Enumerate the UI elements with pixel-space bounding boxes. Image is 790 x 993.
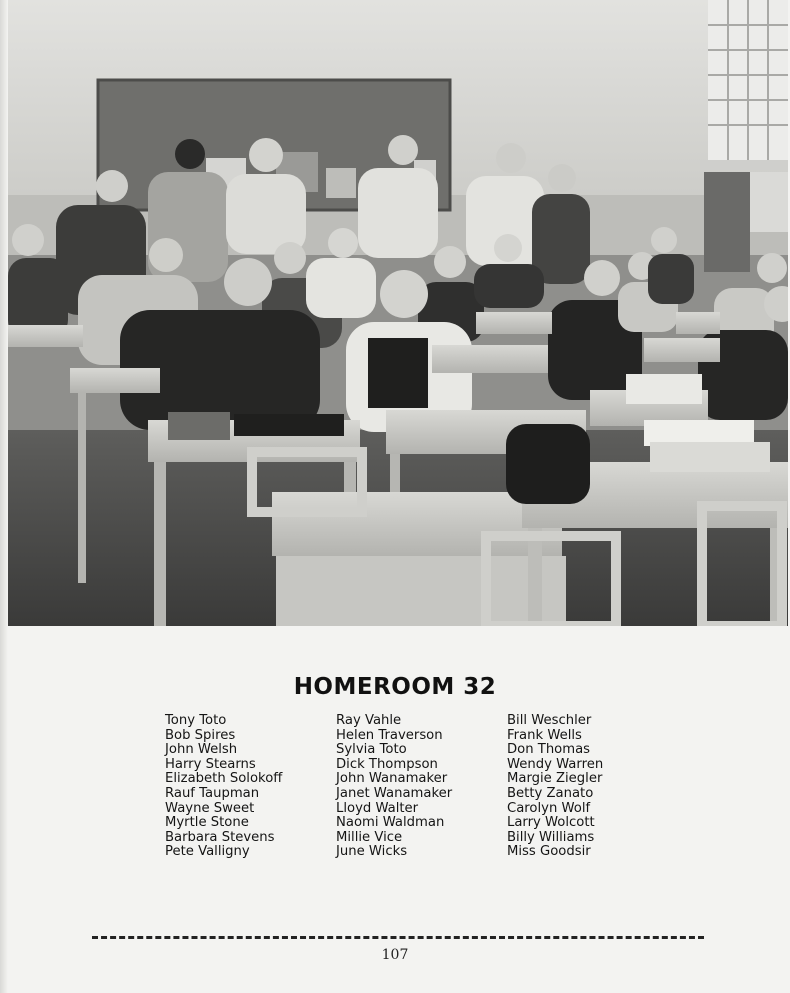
teacher-name: Miss Goodsir	[507, 844, 591, 860]
student-name: Ray Vahle	[336, 713, 402, 728]
page-edge-shadow	[0, 0, 8, 993]
student-name: Betty Zanato	[507, 785, 594, 801]
footer-divider	[92, 936, 704, 939]
names-column-3	[507, 714, 603, 860]
names-column-1	[165, 714, 282, 860]
student-name: June Wicks	[336, 844, 408, 860]
names-column-2	[336, 714, 452, 860]
student-name: Barbara Stevens	[165, 829, 275, 845]
page-number: 107	[381, 947, 409, 963]
student-name: Janet Wanamaker	[336, 785, 453, 801]
student-name: Larry Wolcott	[507, 815, 595, 831]
student-name: Elizabeth Solokoff	[165, 771, 283, 787]
student-name: Bill Weschler	[507, 713, 592, 728]
student-name: Wendy Warren	[507, 756, 604, 772]
student-name: Margie Ziegler	[507, 771, 603, 787]
student-name: Sylvia Toto	[336, 742, 407, 758]
student-name: Wayne Sweet	[165, 800, 255, 816]
student-name: Helen Traverson	[336, 727, 443, 743]
student-name: Bob Spires	[165, 727, 236, 743]
classroom-photo-illustration	[8, 0, 788, 626]
student-name: Harry Stearns	[165, 756, 256, 772]
classroom-photo	[8, 0, 788, 626]
student-name: Pete Valligny	[165, 844, 250, 860]
student-name: Rauf Taupman	[165, 785, 260, 801]
homeroom-title: HOMEROOM 32	[293, 674, 497, 700]
student-name: Billy Williams	[507, 829, 595, 845]
student-name: Don Thomas	[507, 742, 591, 758]
student-name: Carolyn Wolf	[507, 800, 591, 816]
student-name: Dick Thompson	[336, 756, 438, 772]
student-name: John Wanamaker	[336, 771, 448, 787]
student-name: Lloyd Walter	[336, 800, 419, 816]
student-name: Frank Wells	[507, 727, 582, 743]
student-name: Millie Vice	[336, 829, 403, 845]
student-name: Tony Toto	[165, 713, 227, 728]
student-name: John Welsh	[165, 742, 238, 758]
student-name: Naomi Waldman	[336, 815, 445, 831]
student-name: Myrtle Stone	[165, 815, 249, 831]
